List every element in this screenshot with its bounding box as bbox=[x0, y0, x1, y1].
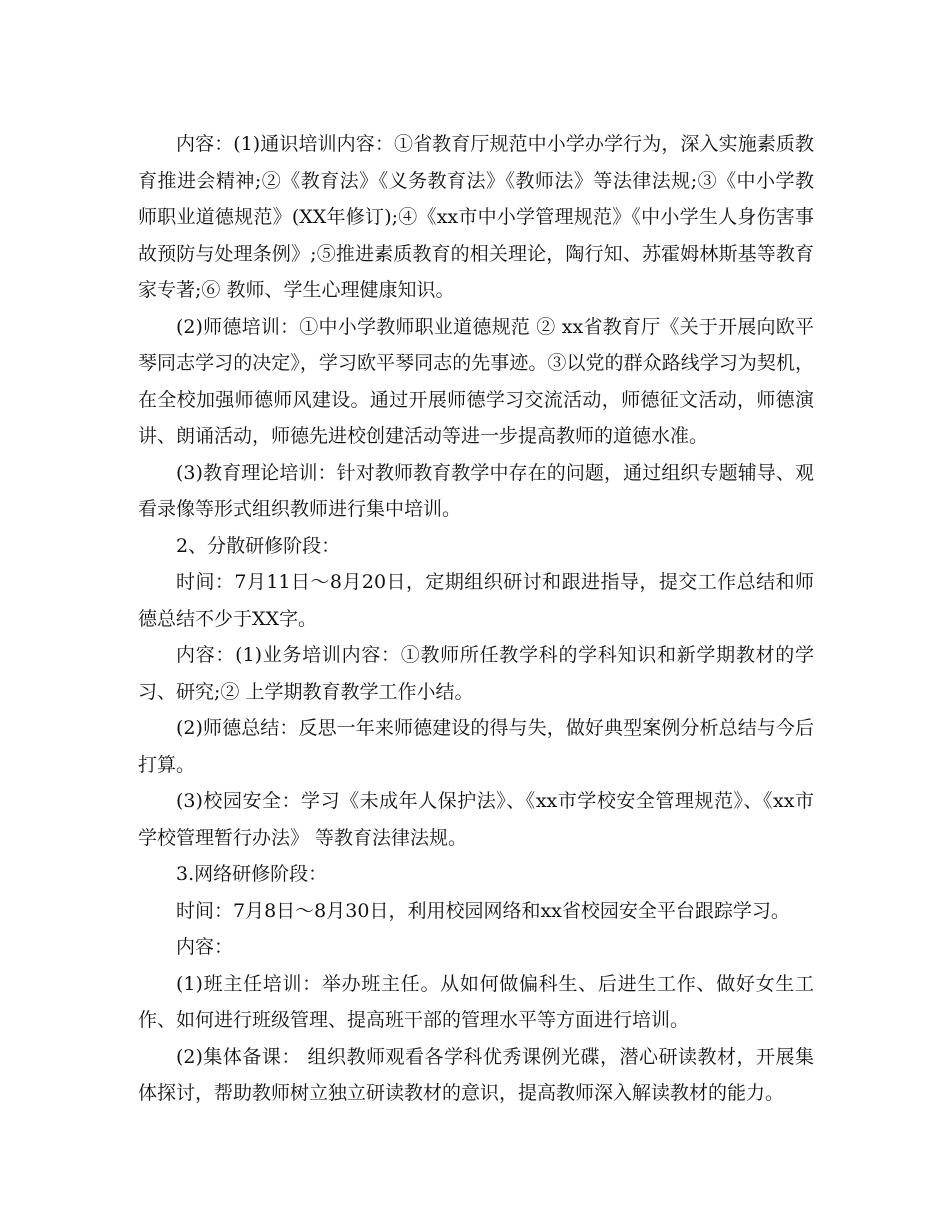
paragraph-campus-safety: (3)校园安全：学习《未成年人保护法》、《xx市学校安全管理规范》、《xx市学校管理暂行办法》 等教育法律法规。 bbox=[138, 790, 814, 849]
paragraph-dispersed-content: 内容：(1)业务培训内容：①教师所任教学科的学科知识和新学期教材的学习、研究;② 上学期教育教学工作小结。 bbox=[138, 644, 814, 703]
paragraph-class-teacher-training: (1)班主任培训：举办班主任。从如何做偏科生、后进生工作、做好女生工作、如何进行班级管理、提高班干部的管理水平等方面进行培训。 bbox=[138, 972, 814, 1031]
paragraph-online-content-label: 内容： bbox=[176, 936, 234, 958]
section-heading-online-study: 3.网络研修阶段： bbox=[176, 863, 328, 885]
paragraph-ethics-summary: (2)师德总结：反思一年来师德建设的得与失，做好典型案例分析总结与今后打算。 bbox=[138, 717, 814, 776]
section-heading-dispersed-study: 2、分散研修阶段： bbox=[176, 534, 341, 557]
paragraph-ethics-training: (2)师德培训：①中小学教师职业道德规范 ② xx省教育厅《关于开展向欧平琴同志学习的决定》，学习欧平琴同志的先事迹。③以党的群众路线学习为契机，在全校加强师德师风建设。通过开展师德学习交流活动，师德征文活动，师德演讲、朗诵活动，师德先进校创建活动等进一步提高教师的道德水准。 bbox=[138, 315, 814, 447]
paragraph-theory-training: (3)教育理论培训：针对教师教育教学中存在的问题，通过组织专题辅导、观看录像等形式组织教师进行集中培训。 bbox=[138, 461, 814, 520]
paragraph-collective-lesson-prep: (2)集体备课： 组织教师观看各学科优秀课例光碟，潜心研读教材，开展集体探讨，帮助教师树立独立研读教材的意识，提高教师深入解读教材的能力。 bbox=[138, 1045, 814, 1104]
paragraph-dispersed-time: 时间：7月11日～8月20日，定期组织研讨和跟进指导，提交工作总结和师德总结不少于XX字。 bbox=[138, 571, 814, 630]
paragraph-general-training: 内容：(1)通识培训内容：①省教育厅规范中小学办学行为，深入实施素质教育推进会精神;②《教育法》《义务教育法》《教师法》等法律法规;③《中小学教师职业道德规范》(XX年修订);④《xx市中小学管理规范》《中小学生人身伤害事故预防与处理条例》;⑤推进素质教育的相关理论，陶行知、苏霍姆林斯基等教育家专著;⑥ 教师、学生心理健康知识。 bbox=[138, 133, 814, 301]
paragraph-online-time: 时间：7月8日～8月30日，利用校园网络和xx省校园安全平台跟踪学习。 bbox=[176, 899, 790, 922]
document-body bbox=[138, 126, 814, 1112]
